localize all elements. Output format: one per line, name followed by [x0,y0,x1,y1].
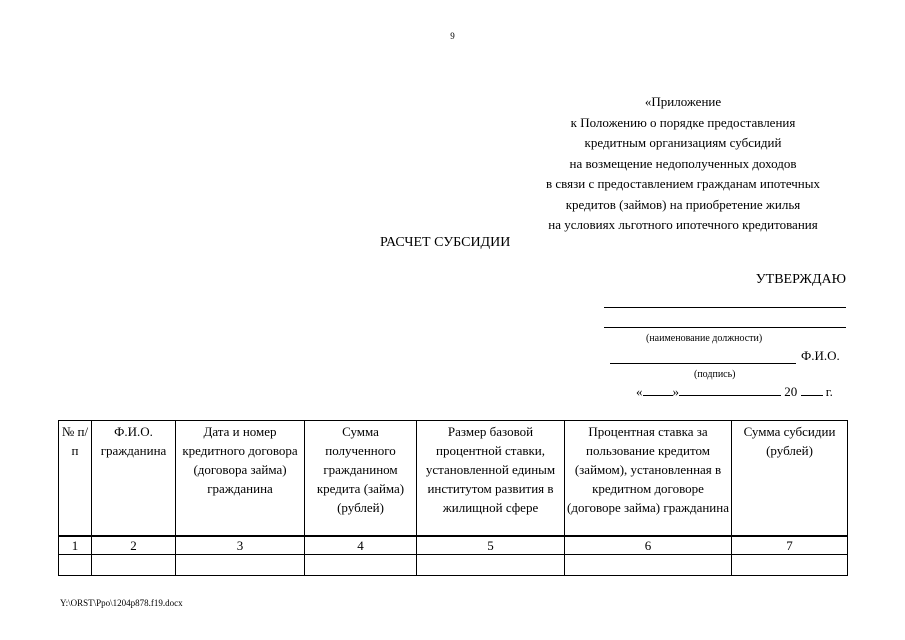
appendix-line: кредитов (займов) на приобретение жилья [565,196,801,212]
appendix-line: к Положению о порядке предоставления [570,114,796,130]
table-header-row [59,421,848,537]
col-header-loan-amount: Сумма полученного гражданином кредита (займа) (рублей) [305,421,417,537]
appendix-line: кредитным организациям субсидий [584,135,782,150]
table-cell [565,555,732,576]
signature-line [610,363,796,364]
appendix-header [510,92,856,236]
appendix-line: в связи с предоставлением гражданам ипотечных [546,176,820,191]
table-cell [92,555,176,576]
table-cell [417,555,565,576]
document-title: РАСЧЕТ СУБСИДИИ [380,235,511,250]
table-number-row [59,536,848,555]
year-suffix: г. [825,384,833,399]
col-number: 5 [417,536,565,555]
date-close-quote: » [672,384,679,399]
col-header-fio: Ф.И.О. гражданина [92,421,176,537]
col-header-subsidy-amount: Сумма субсидии (рублей) [732,421,848,537]
table-cell [732,555,848,576]
date-open-quote: « [636,384,643,399]
subsidy-table [58,420,848,576]
col-number: 2 [92,536,176,555]
col-number: 4 [305,536,417,555]
year-blank [801,384,823,396]
col-number: 1 [59,536,92,555]
appendix-line: на условиях льготного ипотечного кредитования [548,217,818,232]
col-number: 7 [732,536,848,555]
col-number: 3 [176,536,305,555]
position-line-1 [604,307,846,308]
page-number: 9 [450,31,455,41]
table-cell [59,555,92,576]
appendix-line: «Приложение [644,94,722,109]
position-line-2 [604,327,846,328]
table-cell [305,555,417,576]
position-caption: (наименование должности) [646,333,763,344]
col-number: 6 [565,536,732,555]
file-path-footer: Y:\ORST\Ppo\1204p878.f19.docx [60,598,183,608]
col-header-contract: Дата и номер кредитного договора (договора займа) гражданина [176,421,305,537]
fio-label: Ф.И.О. [801,348,840,363]
table-cell [176,555,305,576]
month-blank [679,384,781,396]
approval-heading: УТВЕРЖДАЮ [755,272,846,287]
day-blank [643,384,673,396]
table-row [59,555,848,576]
col-header-base-rate: Размер базовой процентной ставки, установленной единым институтом развития в жилищной сфере [417,421,565,537]
col-header-contract-rate: Процентная ставка за пользование кредитом (займом), установленная в кредитном договоре (договоре займа) гражданина [565,421,732,537]
year-prefix: 20 [784,384,798,399]
col-header-number: № п/п [59,421,92,537]
appendix-line: на возмещение недополученных доходов [569,155,797,171]
signature-caption: (подпись) [694,369,736,380]
approval-date [636,384,833,400]
